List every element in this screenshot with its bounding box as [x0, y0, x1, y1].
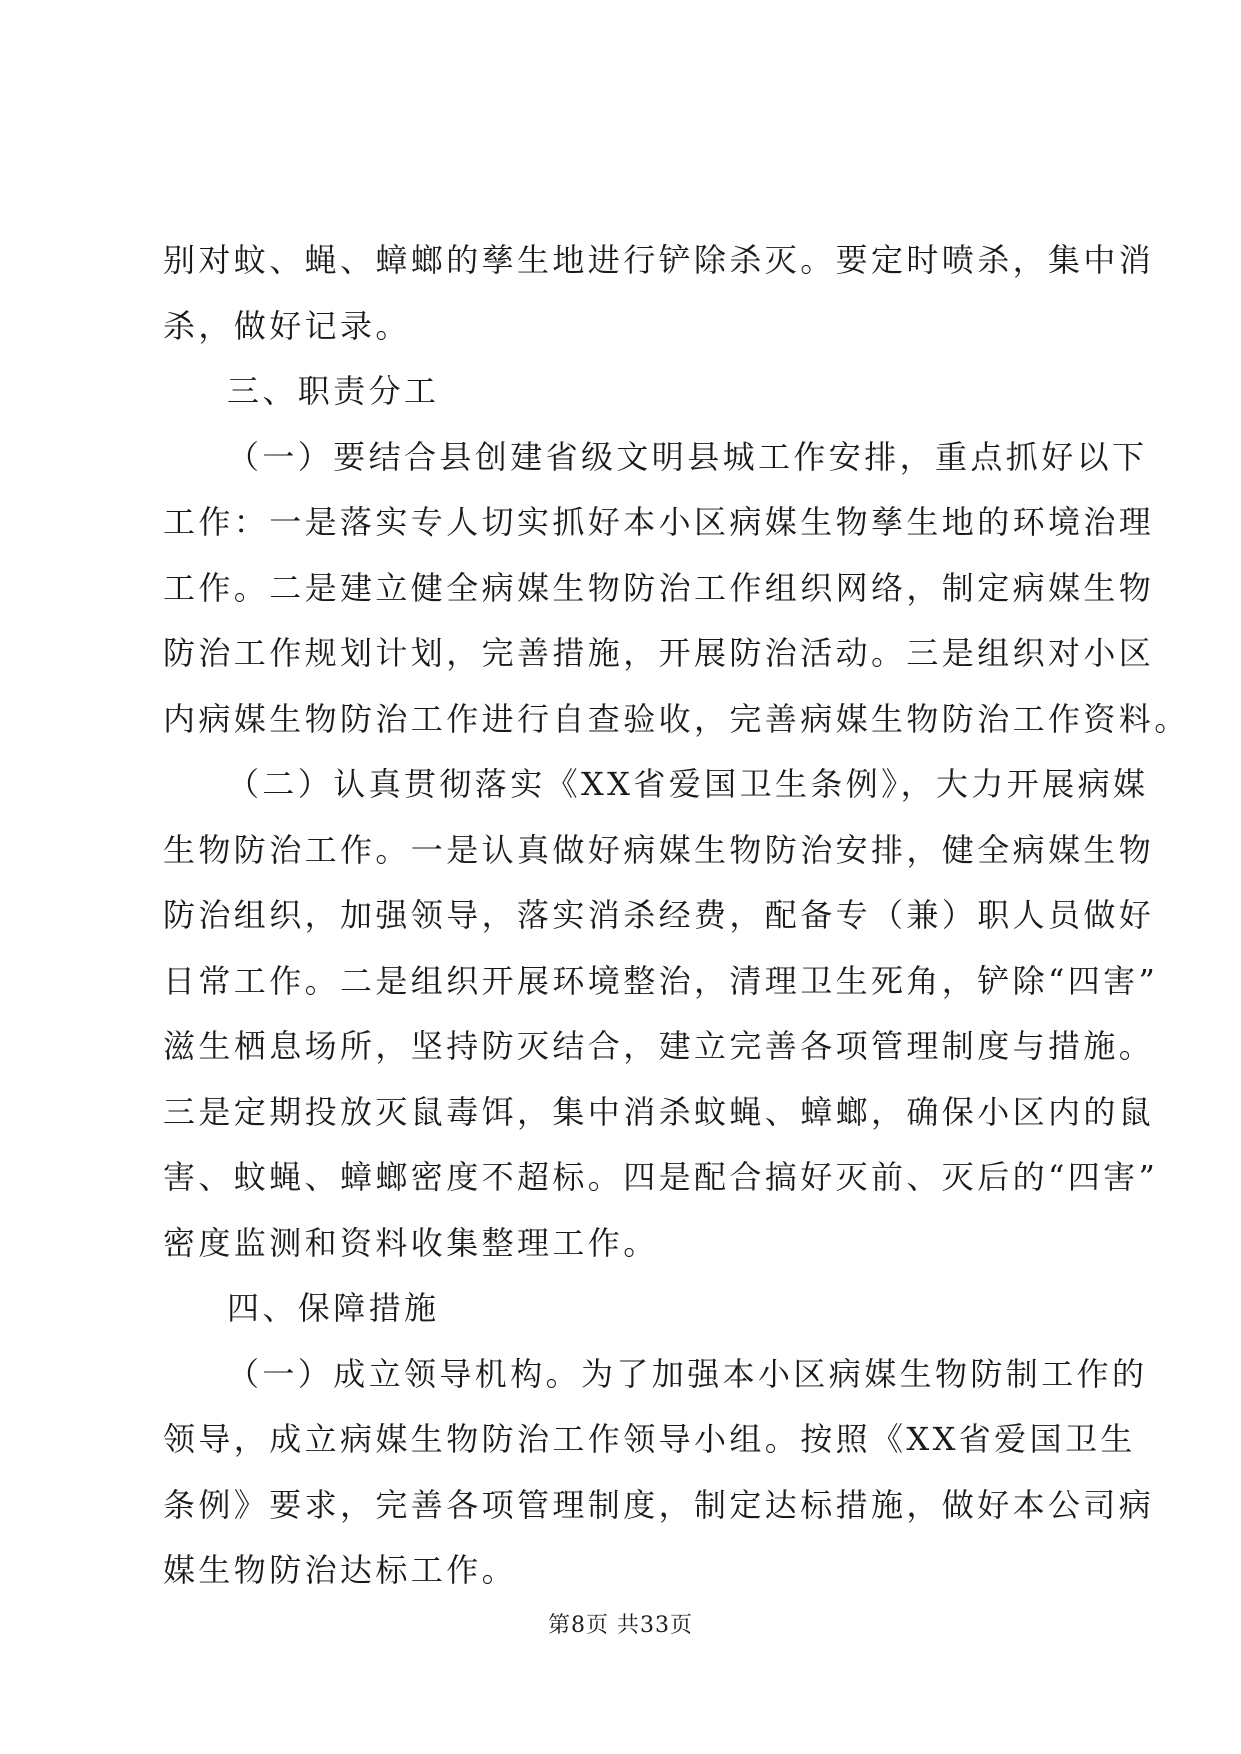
paragraph-line: 条例》要求，完善各项管理制度，制定达标措施，做好本公司病 [163, 1485, 1155, 1524]
document-body [163, 228, 1190, 1604]
paragraph-line: （二）认真贯彻落实《XX省爱国卫生条例》，大力开展病媒 [227, 765, 1149, 803]
section-heading: 三、职责分工 [227, 372, 440, 410]
paragraph-line: 防治组织，加强领导，落实消杀经费，配备专（兼）职人员做好 [163, 896, 1155, 934]
paragraph-line: 密度监测和资料收集整理工作。 [163, 1223, 659, 1262]
paragraph-line: 领导，成立病媒生物防治工作领导小组。按照《XX省爱国卫生 [163, 1420, 1136, 1458]
paragraph-line: （一）要结合县创建省级文明县城工作安排，重点抓好以下 [227, 437, 1148, 476]
paragraph-line: 媒生物防治达标工作。 [163, 1551, 518, 1589]
paragraph-line: 害、蚊蝇、蟑螂密度不超标。四是配合搞好灭前、灭后的“四害” [163, 1158, 1159, 1196]
paragraph-line: （一）成立领导机构。为了加强本小区病媒生物防制工作的 [227, 1354, 1148, 1393]
paragraph-line: 杀，做好记录。 [163, 306, 411, 345]
page-number-footer: 第8页 共33页 [548, 1613, 693, 1638]
paragraph-line: 防治工作规划计划，完善措施，开展防治活动。三是组织对小区 [163, 634, 1155, 672]
paragraph-line: 滋生栖息场所，坚持防灭结合，建立完善各项管理制度与措施。 [163, 1027, 1155, 1065]
paragraph-line: 生物防治工作。一是认真做好病媒生物防治安排，健全病媒生物 [163, 830, 1155, 869]
paragraph-line: 工作。二是建立健全病媒生物防治工作组织网络，制定病媒生物 [163, 568, 1155, 607]
section-heading: 四、保障措施 [227, 1289, 440, 1327]
paragraph-line: 日常工作。二是组织开展环境整治，清理卫生死角，铲除“四害” [163, 961, 1159, 1000]
paragraph-line: 内病媒生物防治工作进行自查验收，完善病媒生物防治工作资料。 [163, 699, 1190, 738]
paragraph-line: 工作：一是落实专人切实抓好本小区病媒生物孳生地的环境治理 [163, 503, 1155, 541]
paragraph-line: 三是定期投放灭鼠毒饵，集中消杀蚊蝇、蟑螂，确保小区内的鼠 [163, 1092, 1155, 1131]
paragraph-line: 别对蚊、蝇、蟑螂的孳生地进行铲除杀灭。要定时喷杀，集中消 [163, 241, 1155, 279]
